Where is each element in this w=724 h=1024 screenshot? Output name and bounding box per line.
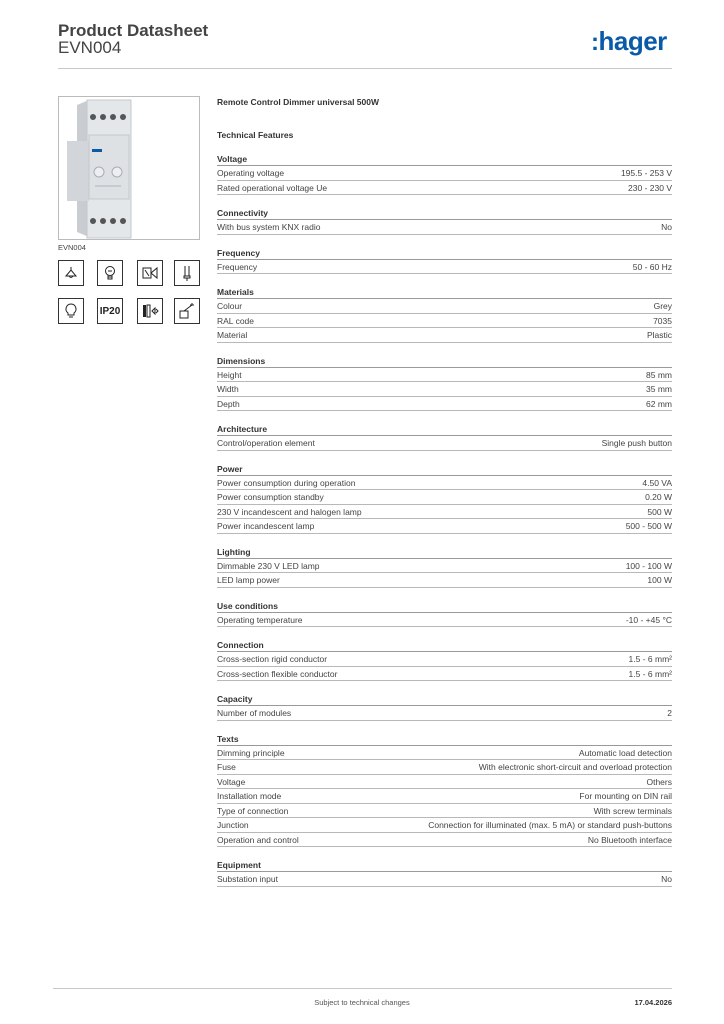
spec-row (217, 760, 672, 775)
spec-row (217, 746, 672, 761)
spec-group-title: Frequency (217, 247, 672, 260)
ip20-badge (97, 298, 123, 324)
spec-label: Operating temperature (217, 614, 303, 625)
hager-logo: :hager (591, 26, 667, 56)
spec-group (217, 355, 672, 412)
header-divider (58, 68, 672, 69)
spec-label: Cross-section rigid conductor (217, 654, 328, 664)
spec-label: Dimming principle (217, 747, 285, 758)
footer-note: Subject to technical changes (314, 998, 410, 1007)
spec-label: Junction (217, 820, 249, 830)
spec-row (217, 706, 672, 721)
spec-row (217, 505, 672, 520)
spec-row (217, 652, 672, 667)
spec-group-title: Architecture (217, 423, 672, 436)
spec-row (217, 613, 672, 628)
spec-group (217, 546, 672, 588)
spec-label: Number of modules (217, 708, 292, 718)
spec-value: 100 W (647, 575, 672, 585)
product-image (58, 96, 200, 240)
spec-row (217, 436, 672, 451)
spec-label: Rated operational voltage Ue (217, 182, 328, 193)
spec-label: With bus system KNX radio (217, 222, 321, 232)
footer-date: 17.04.2026 (634, 998, 672, 1007)
spec-value: 4.50 VA (642, 477, 672, 488)
spec-value: 500 - 500 W (625, 521, 672, 531)
spec-value: 35 mm (646, 384, 672, 394)
spec-row (217, 775, 672, 790)
spec-row (217, 789, 672, 804)
spec-group-title: Connectivity (217, 207, 672, 220)
specification-table (217, 96, 672, 887)
footer-divider (53, 988, 672, 989)
spec-group (217, 153, 672, 195)
spec-row (217, 220, 672, 235)
technical-features-heading: Technical Features (217, 130, 294, 140)
spec-value: 7035 (653, 315, 672, 326)
spec-group-title: Texts (217, 733, 672, 746)
spec-value: 500 W (647, 506, 672, 517)
spec-label: RAL code (217, 315, 255, 326)
spec-row (217, 314, 672, 329)
spec-group (217, 639, 672, 681)
spec-value: Grey (653, 301, 672, 311)
spec-row (217, 804, 672, 819)
spec-row (217, 299, 672, 314)
spec-group-title: Lighting (217, 546, 672, 559)
spec-group (217, 463, 672, 534)
spec-value: With electronic short-circuit and overload protection (478, 762, 672, 772)
spec-row (217, 476, 672, 491)
spec-group (217, 859, 672, 887)
spec-row (217, 260, 672, 275)
spec-value: Automatic load detection (578, 747, 672, 758)
spec-value: Connection for illuminated (max. 5 mA) or standard push-buttons (428, 820, 672, 830)
spec-row (217, 166, 672, 181)
spec-row (217, 328, 672, 343)
dimmer-device-illustration (59, 97, 200, 240)
spec-value: 2 (667, 708, 672, 718)
spec-label: Height (217, 369, 242, 380)
spec-group-title: Voltage (217, 153, 672, 166)
halogen-bulb-icon (97, 260, 123, 286)
spec-row (217, 872, 672, 887)
spec-row (217, 667, 672, 682)
spec-label: Operation and control (217, 834, 299, 845)
spec-value: 1.5 - 6 mm² (628, 654, 672, 664)
spec-label: Power incandescent lamp (217, 521, 315, 531)
push-button-icon (174, 298, 200, 324)
spec-value: 85 mm (646, 369, 672, 380)
spec-value: 0.20 W (645, 492, 672, 502)
spec-label: Width (217, 384, 239, 394)
spec-group-title: Equipment (217, 859, 672, 872)
spec-value: No (661, 222, 672, 232)
spec-row (217, 382, 672, 397)
spec-value: 195.5 - 253 V (620, 168, 672, 178)
spec-row (217, 818, 672, 833)
spec-label: Installation mode (217, 791, 282, 801)
spec-value: 230 - 230 V (628, 182, 672, 193)
spec-row (217, 181, 672, 196)
spec-value: No Bluetooth interface (587, 834, 672, 845)
spec-group-title: Power (217, 463, 672, 476)
spec-row (217, 397, 672, 412)
product-image-caption: EVN004 (58, 243, 86, 252)
spec-label: Voltage (217, 776, 246, 787)
spec-row (217, 368, 672, 383)
spec-group (217, 207, 672, 235)
spec-label: LED lamp power (217, 575, 280, 585)
spec-label: Power consumption standby (217, 492, 324, 502)
spec-row (217, 559, 672, 574)
spec-label: Dimmable 230 V LED lamp (217, 560, 320, 571)
dimmer-module-icon (137, 298, 163, 324)
spec-group (217, 286, 672, 343)
spec-value: 50 - 60 Hz (632, 261, 672, 272)
fluorescent-tube-icon (174, 260, 200, 286)
spec-value: 62 mm (646, 398, 672, 409)
spec-value: For mounting on DIN rail (579, 791, 672, 801)
spec-row (217, 490, 672, 505)
transformer-icon (137, 260, 163, 286)
spec-group-title: Capacity (217, 693, 672, 706)
ceiling-lamp-icon (58, 260, 84, 286)
spec-label: Frequency (217, 261, 258, 272)
spec-label: Type of connection (217, 805, 289, 816)
spec-value: Others (646, 776, 672, 787)
spec-value: With screw terminals (593, 805, 672, 816)
page-title: Product Datasheet (58, 21, 209, 40)
spec-label: Control/operation element (217, 438, 315, 448)
spec-group-title: Use conditions (217, 600, 672, 613)
led-bulb-icon (58, 298, 84, 324)
spec-row (217, 833, 672, 848)
spec-group-title: Connection (217, 639, 672, 652)
ip20-label: IP20 (99, 305, 121, 317)
spec-value: 100 - 100 W (625, 560, 672, 571)
spec-label: Substation input (217, 874, 278, 884)
product-name: Remote Control Dimmer universal 500W (217, 97, 380, 107)
spec-value: Single push button (601, 438, 672, 448)
spec-group (217, 423, 672, 451)
spec-groups (217, 153, 672, 887)
spec-label: Colour (217, 301, 243, 311)
spec-label: Cross-section flexible conductor (217, 668, 338, 679)
spec-label: Power consumption during operation (217, 477, 356, 488)
spec-label: Operating voltage (217, 168, 285, 178)
spec-value: Plastic (646, 330, 672, 340)
spec-group (217, 733, 672, 848)
spec-group (217, 600, 672, 628)
spec-label: Depth (217, 398, 240, 409)
spec-label: 230 V incandescent and halogen lamp (217, 506, 362, 517)
product-code: EVN004 (58, 38, 122, 57)
spec-row (217, 573, 672, 588)
spec-value: -10 - +45 °C (625, 614, 672, 625)
spec-label: Fuse (217, 762, 236, 772)
spec-row (217, 519, 672, 534)
spec-label: Material (217, 330, 248, 340)
spec-value: 1.5 - 6 mm² (628, 668, 672, 679)
spec-group (217, 247, 672, 275)
spec-value: No (661, 874, 672, 884)
spec-group (217, 693, 672, 721)
spec-group-title: Dimensions (217, 355, 672, 368)
spec-group-title: Materials (217, 286, 672, 299)
